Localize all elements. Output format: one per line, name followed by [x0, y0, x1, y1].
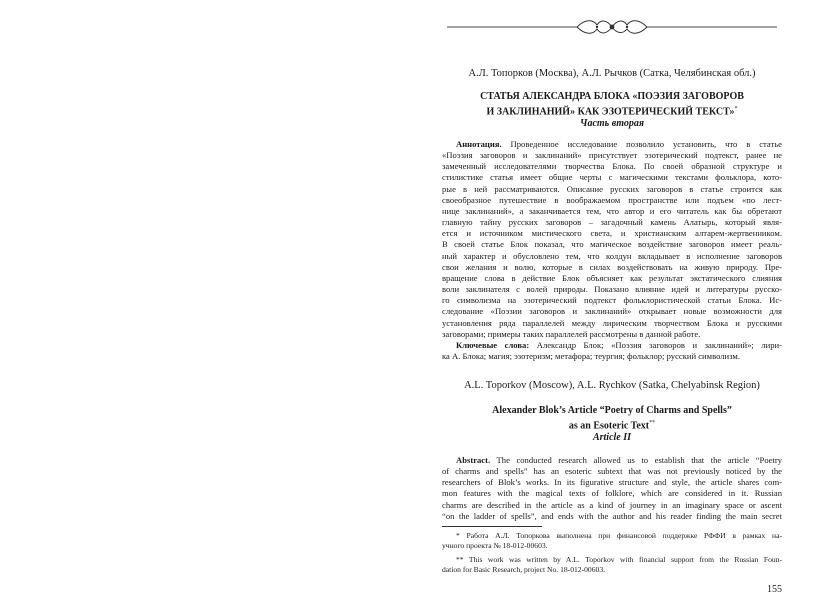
abstract-line: of charms and spells” has an esoteric subtext that was not previously noticed by the — [442, 466, 782, 477]
header-ornament — [447, 16, 777, 38]
footnote-divider — [442, 526, 542, 527]
annotation-line: «Поэзия заговоров и заклинаний» присутствует эзотерический подтекст, ранее не — [442, 150, 782, 161]
english-title — [442, 405, 782, 444]
annotation-line: В своей статье Блок показал, что магическое воздействие заговоров имеет реаль- — [442, 239, 782, 250]
footnote-line: ** This work was written by A.L. Toporkov with financial support from the Russian Foun- — [456, 555, 782, 564]
annotation-line: вращение слова в действие Блок объясняет как результат экстатического слияния — [442, 272, 782, 283]
english-subtitle: Article II — [592, 432, 632, 444]
footnote-line: учного проекта № 18-012-00603. — [442, 540, 548, 550]
lead-in-label: Ключевые слова: — [456, 339, 530, 350]
journal-page — [442, 0, 782, 609]
abstract-line: “on the ladder of spells”, and ends with the author and his reader finding the main secret — [442, 510, 782, 521]
annotation-line: ется и источником мистического света, и христианским алтарем-жертвенником. — [442, 228, 782, 239]
abstract-line: researchers of Blok’s works. In its figurative structure and style, the article shares com- — [442, 477, 782, 488]
annotation-line: замеченный исследователями творчества Блока. По своей образной структуре и — [442, 161, 782, 172]
annotation-line: стилистике статья имеет общие черты с магическими текстами фольклора, кото- — [442, 172, 782, 183]
annotation-line: главную тайну русских заговоров – загадочный камень Алатырь, который явля- — [442, 217, 782, 228]
russian-authors: А.Л. Топорков (Москва), А.Л. Рычков (Сатка, Челябинская обл.) — [468, 68, 756, 79]
abstract-line: Abstract. The conducted research allowed us to establish that the article “Poetry — [456, 455, 782, 465]
footnote-line: * Работа А.Л. Топоркова выполнена при финансовой поддержке РФФИ в рамках на- — [456, 531, 782, 540]
annotation-line: го символизма на эзотерический подтекст фольклористической статьи Блока. Ис- — [442, 295, 782, 306]
page-number: 155 — [767, 584, 782, 595]
annotation-line: нице заклинаний», а заканчивается тем, что автор и его читатель как бы обретают — [442, 205, 782, 216]
annotation-line: воли заклинателя с волей природы. Показано влияние идей и литературы русско- — [442, 284, 782, 295]
russian-title-line-1: СТАТЬЯ АЛЕКСАНДРА БЛОКА «ПОЭЗИЯ ЗАГОВОРОВ — [480, 91, 744, 102]
russian-title — [442, 91, 782, 130]
english-title-line-2: as an Esoteric Text — [568, 420, 650, 432]
english-title-footnote-mark: ** — [649, 420, 656, 426]
russian-title-line-2: И ЗАКЛИНАНИЙ» КАК ЭЗОТЕРИЧЕСКИЙ ТЕКСТ» — [486, 106, 735, 118]
abstract-line: mon features with the magical texts of folklore, which are considered in it. Russian — [442, 488, 782, 499]
annotation-line: своеобразное путешествие в воображаемом пространстве или подъем «по лест- — [442, 194, 782, 205]
annotation-line: рые в ней рассматриваются. Описание русских заговоров в статье строится как — [442, 183, 782, 194]
english-authors: A.L. Toporkov (Moscow), A.L. Rychkov (Satka, Chelyabinsk Region) — [464, 380, 760, 391]
lead-in-label: Аннотация. — [456, 139, 502, 149]
annotation-line: заговорами; примеры таких параллелей рассмотрены в данной работе. — [442, 328, 701, 339]
lead-in-label: Abstract. — [456, 455, 491, 465]
annotation-line: Аннотация. Проведенное исследование позволило установить, что в статье — [456, 139, 782, 149]
russian-subtitle: Часть вторая — [579, 118, 645, 130]
abstract-paragraph — [442, 455, 782, 522]
english-title-line-1: Alexander Blok’s Article “Poetry of Charms and Spells” — [492, 405, 732, 416]
footnote-line: dation for Basic Research, project No. 18-012-00603. — [442, 564, 606, 574]
russian-title-footnote-mark: * — [734, 106, 738, 112]
footnote-english — [442, 555, 782, 574]
keywords-line: ка А. Блока; магия; эзотеризм; метафора; теургия; фольклор; русский символизм. — [442, 350, 741, 361]
annotation-line: свои желания и волю, которые в силах воздействовать на живую природу. Пре- — [442, 261, 782, 272]
keywords-line: Ключевые слова: Александр Блок; «Поэзия заговоров и заклинаний»; лири- — [456, 339, 782, 350]
annotation-paragraph — [442, 139, 782, 362]
annotation-line: установления ряда параллелей между лирическим творчеством Блока и русскими — [442, 317, 782, 328]
annotation-line: ный характер и обусловлено тем, что колдун вкладывает в исполнение заговоров — [442, 250, 782, 261]
abstract-line: charms are described in the article as a kind of journey in an imaginary space or ascent — [442, 499, 782, 510]
annotation-line: следование «Поэзии заговоров и заклинаний» открывает новые возможности для — [442, 306, 782, 317]
footnote-russian — [442, 531, 782, 550]
